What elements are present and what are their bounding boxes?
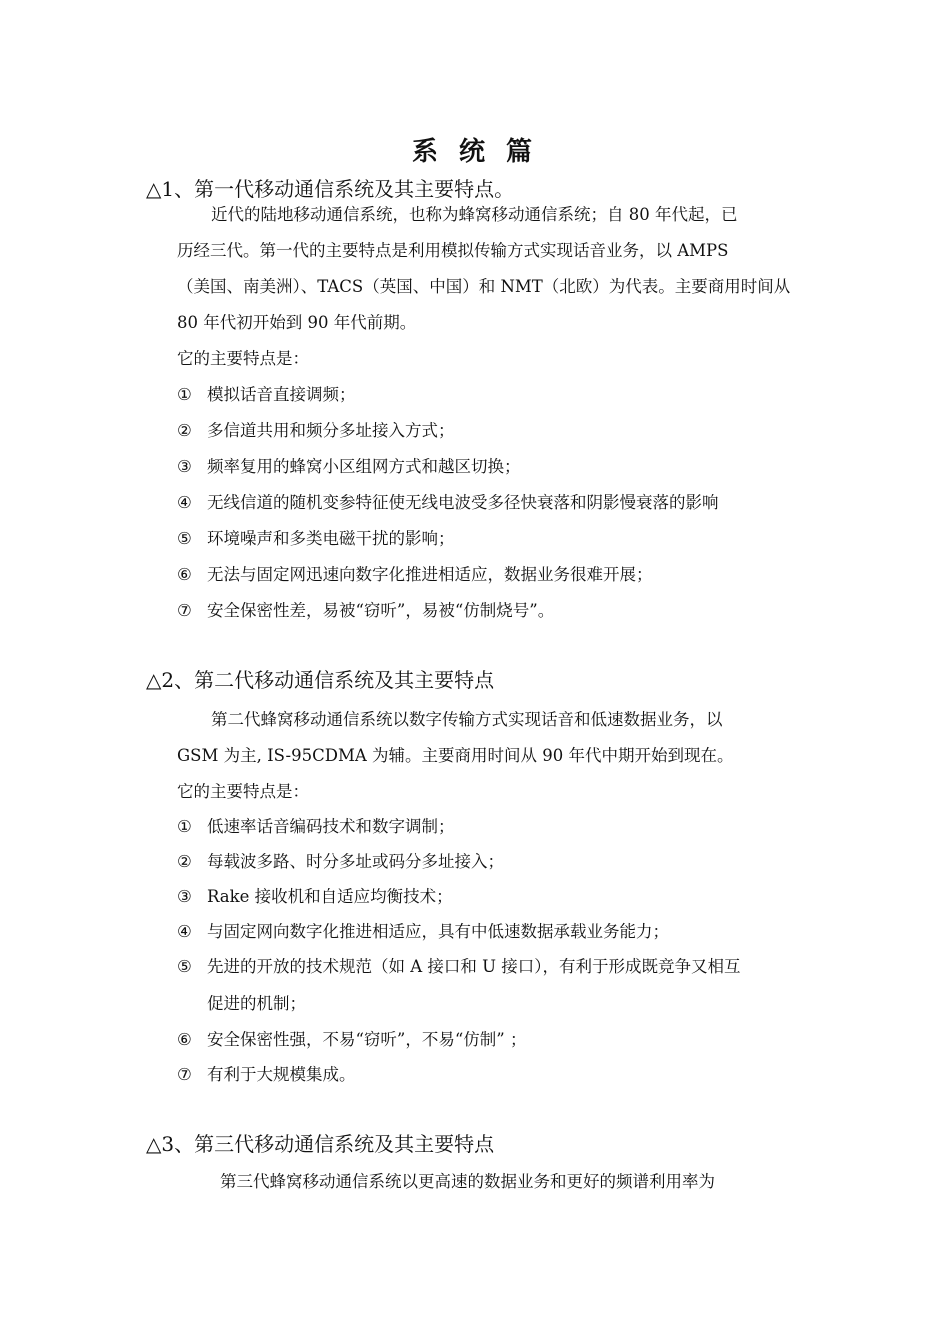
- section2-para-line-1: 第二代蜂窝移动通信系统以数字传输方式实现话音和低速数据业务，以: [211, 710, 723, 729]
- list-text: 安全保密性强，不易“窃听”，不易“仿制” ；: [207, 1030, 527, 1049]
- list-number: ④: [177, 493, 192, 512]
- page-title: 系 统 篇: [411, 137, 539, 167]
- section1-intro: 它的主要特点是：: [177, 349, 309, 368]
- list-text: 与固定网向数字化推进相适应，具有中低速数据承载业务能力；: [207, 922, 669, 941]
- list-number: ①: [177, 817, 192, 836]
- list-text: 环境噪声和多类电磁干扰的影响；: [207, 529, 455, 548]
- section2-list-item: [177, 1061, 356, 1085]
- section1-para-line-2: 历经三代。第一代的主要特点是利用模拟传输方式实现话音业务，以 AMPS: [177, 241, 729, 260]
- list-number: ③: [177, 887, 192, 906]
- list-number: ⑥: [177, 1030, 192, 1049]
- list-text: 频率复用的蜂窝小区组网方式和越区切换；: [207, 457, 521, 476]
- list-text: 模拟话音直接调频；: [207, 385, 356, 404]
- section1-list-item: [177, 417, 455, 441]
- section1-list-item: [177, 453, 521, 477]
- section2-list-item: [177, 953, 741, 977]
- list-text: 低速率话音编码技术和数字调制；: [207, 817, 455, 836]
- list-text: 先进的开放的技术规范（如 A 接口和 U 接口），有利于形成既竞争又相互: [207, 957, 741, 976]
- section1-para-line-1: 近代的陆地移动通信系统，也称为蜂窝移动通信系统；自 80 年代起，已: [211, 205, 738, 224]
- list-text: 无线信道的随机变参特征使无线电波受多径快衰落和阴影慢衰落的影响: [207, 493, 719, 512]
- list-text: 无法与固定网迅速向数字化推进相适应，数据业务很难开展；: [207, 565, 653, 584]
- section1-list-item: [177, 597, 554, 621]
- section1-list-item: [177, 381, 356, 405]
- list-number: ⑦: [177, 601, 192, 620]
- list-number: ⑤: [177, 957, 192, 976]
- list-number: ②: [177, 852, 192, 871]
- list-number: ③: [177, 457, 192, 476]
- list-number: ⑦: [177, 1065, 192, 1084]
- list-text: 安全保密性差，易被“窃听”，易被“仿制烧号”。: [207, 601, 555, 620]
- list-number: ②: [177, 421, 192, 440]
- section2-list-item: [177, 1026, 527, 1050]
- section2-heading: △2、第二代移动通信系统及其主要特点: [146, 668, 495, 692]
- section1-list-item: [177, 489, 719, 513]
- list-text: Rake 接收机和自适应均衡技术；: [207, 887, 453, 906]
- list-number: ④: [177, 922, 192, 941]
- section2-list-item: [177, 918, 669, 942]
- section1-list-item: [177, 561, 653, 585]
- section3-heading: △3、第三代移动通信系统及其主要特点: [146, 1132, 495, 1156]
- section2-list-item-continuation: 促进的机制；: [207, 994, 306, 1013]
- section2-intro: 它的主要特点是：: [177, 782, 309, 801]
- list-text: 有利于大规模集成。: [207, 1065, 356, 1084]
- list-number: ⑥: [177, 565, 192, 584]
- list-number: ①: [177, 385, 192, 404]
- list-number: ⑤: [177, 529, 192, 548]
- section3-para-line-1: 第三代蜂窝移动通信系统以更高速的数据业务和更好的频谱利用率为: [220, 1172, 715, 1191]
- section2-list-item: [177, 848, 504, 872]
- section1-list-item: [177, 525, 455, 549]
- section2-list-item: [177, 883, 453, 907]
- section2-para-line-2: GSM 为主, IS-95CDMA 为辅。主要商用时间从 90 年代中期开始到现在。: [177, 746, 734, 765]
- list-text: 多信道共用和频分多址接入方式；: [207, 421, 455, 440]
- section1-para-line-3: （美国、南美洲）、TACS（英国、中国）和 NMT（北欧）为代表。主要商用时间从: [177, 277, 791, 296]
- section2-list-item: [177, 813, 455, 837]
- list-text: 每载波多路、时分多址或码分多址接入；: [207, 852, 504, 871]
- section1-heading: △1、第一代移动通信系统及其主要特点。: [146, 177, 515, 201]
- section1-para-line-4: 80 年代初开始到 90 年代前期。: [177, 313, 417, 332]
